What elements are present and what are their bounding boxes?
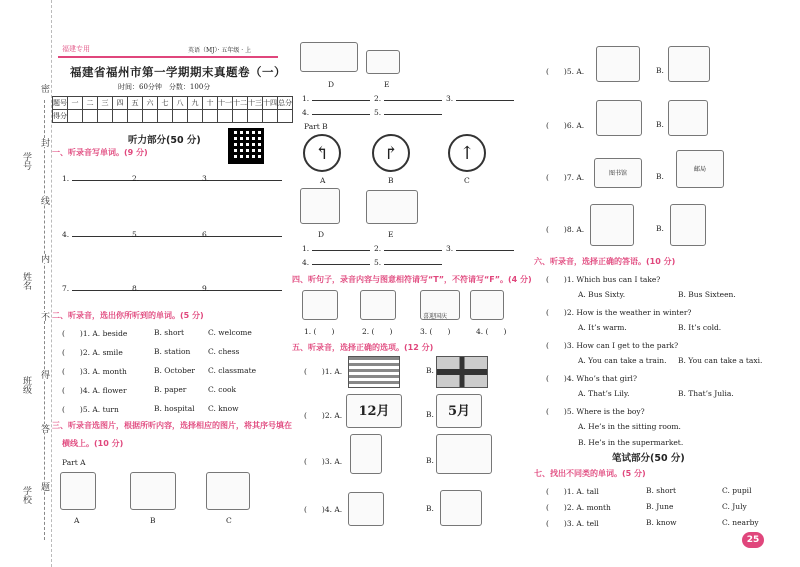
blank-number: 4.: [62, 230, 70, 239]
blank-number: 8.: [132, 284, 140, 293]
answer-blank[interactable]: [212, 290, 282, 291]
blank-number: 9.: [202, 284, 210, 293]
score-input[interactable]: [203, 110, 218, 123]
answer-blank[interactable]: [384, 250, 442, 251]
answer-blank[interactable]: [312, 264, 370, 265]
chess-players-image[interactable]: [436, 434, 492, 474]
choice-b-label: B.: [656, 172, 664, 181]
blank-number: 6.: [202, 230, 210, 239]
blank-number: 1.: [62, 174, 70, 183]
turn-right-sign-icon: ↱: [372, 134, 410, 172]
apples-image[interactable]: [596, 100, 642, 136]
book-image: [366, 50, 400, 74]
choice-item: ( )2. A.: [304, 411, 343, 420]
section-1-title: 一、听录音写单词。(9 分): [52, 148, 148, 157]
choice-item: ( )3. A.: [304, 457, 343, 466]
section-2-title: 二、听录音，选出你所听到的单词。(5 分): [52, 311, 204, 320]
answer-blank[interactable]: [384, 114, 442, 115]
may-calendar-image[interactable]: 5月: [436, 394, 482, 428]
score-input[interactable]: [83, 110, 98, 123]
choice-option[interactable]: B. short: [646, 486, 677, 495]
score-cell: 得分: [53, 110, 68, 123]
blank-number: 2.: [374, 244, 382, 253]
section-7-title: 七、找出不同类的单词。(5 分): [534, 469, 646, 478]
choice-item: ( )2. A. smile: [62, 348, 123, 357]
score-cell: 十四: [263, 97, 278, 110]
score-cell: 总分: [278, 97, 293, 110]
question: ( )1. Which bus can I take?: [546, 275, 661, 284]
library-building-image[interactable]: 图书馆: [594, 158, 642, 188]
qr-code-icon[interactable]: [228, 128, 264, 164]
answer-blank[interactable]: [312, 100, 370, 101]
tf-item[interactable]: 2. ( ): [362, 327, 393, 336]
choice-b-label: B.: [426, 410, 434, 419]
usa-flag-image[interactable]: [348, 356, 400, 388]
region-tag: 福建专用: [62, 45, 90, 53]
choice-option[interactable]: C. pupil: [722, 486, 752, 495]
choice-item: ( )6. A.: [546, 121, 585, 130]
choice-item: ( )8. A.: [546, 225, 585, 234]
option-letter: A: [320, 176, 326, 185]
score-cell: 十二: [233, 97, 248, 110]
choice-option[interactable]: C. chess: [208, 347, 240, 356]
tf-item[interactable]: 3. ( ): [420, 327, 451, 336]
banner-text: 喜迎国庆: [423, 313, 448, 320]
answer-option[interactable]: B. He’s in the supermarket.: [578, 438, 684, 447]
score-cell: 十三: [248, 97, 263, 110]
post-office-building-image[interactable]: 邮局: [676, 150, 724, 188]
section-6-list: [546, 274, 776, 447]
kids-image: [302, 290, 338, 320]
answer-option[interactable]: B. It’s cold.: [678, 323, 722, 332]
option-letter: B: [150, 516, 156, 525]
books-stack-image[interactable]: [348, 492, 384, 526]
answer-option[interactable]: A. It’s warm.: [578, 323, 627, 332]
listening-heading: 听力部分(50 分): [128, 135, 201, 146]
blank-number: 5.: [374, 108, 382, 117]
choice-option[interactable]: B. June: [646, 502, 674, 511]
choice-option[interactable]: B. short: [154, 328, 185, 337]
answer-option[interactable]: B. You can take a taxi.: [678, 356, 763, 365]
tf-item[interactable]: 1. ( ): [304, 327, 335, 336]
turn-left-sign-icon: ↰: [303, 134, 341, 172]
option-letter: E: [384, 80, 390, 89]
choice-b-label: B.: [426, 366, 434, 375]
option-letter: E: [388, 230, 394, 239]
answer-option[interactable]: A. Bus Sixty.: [578, 290, 626, 299]
score-input[interactable]: [263, 110, 278, 123]
score-input[interactable]: [248, 110, 263, 123]
score-cell: 十: [203, 97, 218, 110]
option-letter: D: [318, 230, 325, 239]
choice-b-label: B.: [656, 66, 664, 75]
train-image: [300, 42, 358, 72]
section-3-title-cont: 横线上。(10 分): [62, 439, 124, 448]
choice-item: ( )5. A. turn: [62, 405, 119, 414]
choice-item: ( )4. A. flower: [62, 386, 127, 395]
choice-item: ( )1. A. beside: [62, 329, 128, 338]
blank-number: 2.: [374, 94, 382, 103]
score-input[interactable]: [173, 110, 188, 123]
seal-char: 得: [39, 370, 49, 379]
score-cell: 题号: [53, 97, 68, 110]
blank-number: 3.: [202, 174, 210, 183]
seal-char: 题: [39, 482, 49, 491]
answer-blank[interactable]: [312, 250, 370, 251]
score-cell: 二: [83, 97, 98, 110]
part-a-label: Part A: [62, 458, 86, 467]
question: ( )5. Where is the boy?: [546, 407, 645, 416]
answer-option[interactable]: A. That’s Lily.: [578, 389, 630, 398]
seal-char: 密: [39, 84, 49, 93]
school-label: 学校: [21, 486, 31, 504]
boy-soccer-image: [60, 472, 96, 510]
people-image: [206, 472, 250, 510]
score-input[interactable]: [68, 110, 83, 123]
cyclist-image: [360, 290, 396, 320]
answer-option[interactable]: A. He’s in the sitting room.: [578, 422, 681, 431]
blank-number: 3.: [446, 94, 454, 103]
option-letter: D: [328, 80, 335, 89]
choice-b-label: B.: [656, 224, 664, 233]
question: ( )4. Who’s that girl?: [546, 374, 637, 383]
answer-blank[interactable]: [312, 114, 370, 115]
exam-meta: 时间：60分钟 分数：100分: [118, 83, 211, 91]
score-cell: 十一: [218, 97, 233, 110]
section-3-title: 三、听录音选图片，根据所听内容，选择相应的图片，将其序号填在: [52, 421, 292, 430]
choice-item: ( )1. A.: [304, 367, 343, 376]
blank-number: 7.: [62, 284, 70, 293]
score-cell: 六: [143, 97, 158, 110]
seal-char: 线: [39, 196, 49, 205]
girl-violin-image[interactable]: [670, 204, 706, 246]
section-4-title: 四、听句子，录音内容与图意相符请写“T”，不符请写“F”。(4 分): [292, 275, 532, 284]
seal-char: 不: [39, 312, 49, 321]
kids-playing-image: [470, 290, 504, 320]
writing-heading: 笔试部分(50 分): [612, 453, 685, 464]
question: ( )3. How can I get to the park?: [546, 341, 679, 350]
score-cell: 八: [173, 97, 188, 110]
answer-blank[interactable]: [384, 264, 442, 265]
student-id-label: 学号: [21, 152, 31, 170]
score-cell: 四: [113, 97, 128, 110]
choice-item: ( )7. A.: [546, 173, 585, 182]
subject-tag: 英语（MJ）· 五年级 · 上: [188, 47, 252, 54]
score-table: [52, 96, 293, 123]
section-6-title: 六、听录音，选择正确的答语。(10 分): [534, 257, 676, 266]
score-input[interactable]: [98, 110, 113, 123]
choice-item: ( )5. A.: [546, 67, 585, 76]
computer-kid-image[interactable]: [596, 46, 640, 82]
header-bar: [58, 44, 278, 58]
answer-blank[interactable]: [384, 100, 442, 101]
go-straight-sign-icon: ↑: [448, 134, 486, 172]
blank-number: 5.: [132, 230, 140, 239]
score-input[interactable]: [143, 110, 158, 123]
choice-item: ( )2. A. month: [546, 503, 611, 512]
choice-item: ( )3. A. month: [62, 367, 127, 376]
december-calendar-image[interactable]: 12月: [346, 394, 402, 428]
celebration-image: [420, 290, 460, 320]
blank-number: 4.: [302, 108, 310, 117]
section-2-list: [62, 328, 282, 418]
uk-flag-image[interactable]: [436, 356, 488, 388]
choice-option[interactable]: C. nearby: [722, 518, 759, 527]
blank-number: 5.: [374, 258, 382, 267]
score-header-row: [53, 97, 293, 110]
single-book-image[interactable]: [440, 490, 482, 526]
blank-number: 1.: [302, 244, 310, 253]
choice-option[interactable]: C. welcome: [208, 328, 252, 337]
choice-option[interactable]: C. cook: [208, 385, 237, 394]
score-cell: 三: [98, 97, 113, 110]
seal-char: 封: [39, 138, 49, 147]
choice-option[interactable]: C. classmate: [208, 366, 257, 375]
option-letter: C: [464, 176, 470, 185]
blank-number: 2.: [132, 174, 140, 183]
blank-number: 1.: [302, 94, 310, 103]
blank-number: 4.: [302, 258, 310, 267]
choice-option[interactable]: B. October: [154, 366, 195, 375]
option-letter: A: [74, 516, 80, 525]
answer-option[interactable]: B. Bus Sixteen.: [678, 290, 736, 299]
answer-blank[interactable]: [212, 236, 282, 237]
choice-option[interactable]: C. know: [208, 404, 239, 413]
score-cell: 九: [188, 97, 203, 110]
option-letter: C: [226, 516, 232, 525]
girl-drawing-image[interactable]: [590, 204, 634, 246]
choice-option[interactable]: B. paper: [154, 385, 187, 394]
page-title: 福建省福州市第一学期期末真题卷（一）: [70, 65, 286, 79]
choice-option[interactable]: B. know: [646, 518, 677, 527]
binding-strip: [0, 0, 52, 567]
choice-item: ( )3. A. tell: [546, 519, 599, 528]
girl-painting-image: [300, 188, 340, 224]
blank-number: 3.: [446, 244, 454, 253]
score-value-row: [53, 110, 293, 123]
choice-item: ( )1. A. tall: [546, 487, 599, 496]
kids-reading-image[interactable]: [668, 100, 708, 136]
choice-option[interactable]: B. hospital: [154, 404, 195, 413]
score-input[interactable]: [233, 110, 248, 123]
score-cell: 五: [128, 97, 143, 110]
part-b-label: Part B: [304, 122, 328, 131]
seal-char: 内: [39, 254, 49, 263]
score-input[interactable]: [218, 110, 233, 123]
score-input[interactable]: [188, 110, 203, 123]
answer-option[interactable]: A. You can take a train.: [578, 356, 667, 365]
landscape-image: [366, 190, 418, 224]
choice-item: ( )4. A.: [304, 505, 343, 514]
dancing-kid-image[interactable]: [668, 46, 710, 82]
tf-item[interactable]: 4. ( ): [476, 327, 507, 336]
name-label: 姓名: [21, 272, 31, 290]
class-label: 班级: [21, 376, 31, 394]
choice-b-label: B.: [426, 504, 434, 513]
person-image[interactable]: [350, 434, 382, 474]
score-input[interactable]: [128, 110, 143, 123]
seal-char: 答: [39, 424, 49, 433]
score-cell: 七: [158, 97, 173, 110]
question: ( )2. How is the weather in winter?: [546, 308, 692, 317]
choice-b-label: B.: [426, 456, 434, 465]
choice-b-label: B.: [656, 120, 664, 129]
option-letter: B: [388, 176, 394, 185]
score-input[interactable]: [158, 110, 173, 123]
answer-blank[interactable]: [456, 100, 514, 101]
score-input[interactable]: [113, 110, 128, 123]
score-cell: 一: [68, 97, 83, 110]
choice-option[interactable]: C. July: [722, 502, 747, 511]
answer-blank[interactable]: [456, 250, 514, 251]
page-number: 25: [742, 532, 764, 548]
building-image: [130, 472, 176, 510]
section-7-list: [546, 486, 776, 536]
answer-option[interactable]: B. That’s Julia.: [678, 389, 734, 398]
score-input[interactable]: [278, 110, 293, 123]
choice-option[interactable]: B. station: [154, 347, 191, 356]
answer-blank[interactable]: [212, 180, 282, 181]
section-5-title: 五、听录音，选择正确的选项。(12 分): [292, 343, 434, 352]
